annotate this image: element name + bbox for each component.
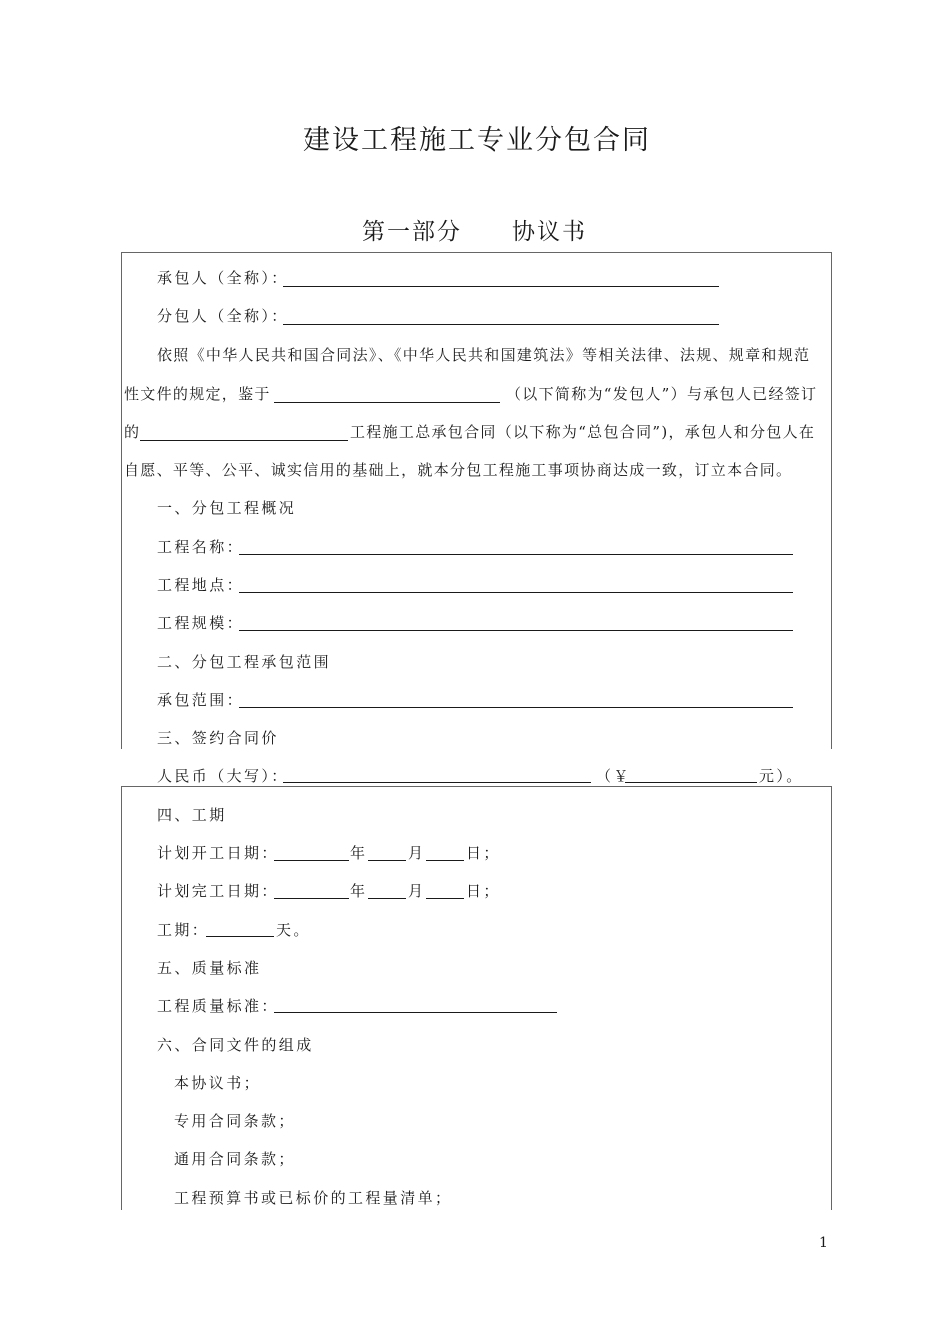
project-scale-label: 工程规模： (157, 614, 245, 632)
main-contract-name-field[interactable] (140, 440, 348, 441)
document-title: 建设工程施工专业分包合同 (303, 125, 651, 156)
start-year-field[interactable] (274, 860, 349, 861)
finish-year-field[interactable] (274, 898, 349, 899)
preamble-line-2b: （以下简称为“发包人”）与承包人已经签订 (506, 385, 818, 403)
start-month-unit: 月 (408, 844, 426, 862)
page-number: 1 (819, 1235, 828, 1251)
subcontractor-label: 分包人（全称）： (157, 307, 289, 325)
subcontractor-name-field[interactable] (283, 324, 719, 325)
preamble-line-3a: 的 (124, 423, 141, 441)
project-name-field[interactable] (239, 554, 793, 555)
price-in-words-field[interactable] (283, 782, 591, 783)
section-1-heading: 一、分包工程概况 (157, 499, 297, 517)
quality-standard-label: 工程质量标准： (157, 997, 279, 1015)
box-mid-border (121, 786, 832, 787)
section-3-heading: 三、签约合同价 (157, 729, 279, 747)
start-year-unit: 年 (350, 844, 368, 862)
finish-date-label: 计划完工日期： (157, 882, 279, 900)
start-day-field[interactable] (426, 860, 464, 861)
box-right-border-upper (831, 252, 832, 749)
rmb-label: 人民币（大写）： (157, 767, 289, 785)
yen-open: （￥ (596, 767, 631, 785)
finish-day-unit: 日； (466, 882, 501, 900)
contractor-label: 承包人（全称）： (157, 269, 289, 287)
duration-field[interactable] (206, 936, 274, 937)
finish-year-unit: 年 (350, 882, 368, 900)
section-4-heading: 四、工期 (157, 806, 227, 824)
start-day-unit: 日； (466, 844, 501, 862)
preamble-line-1: 依照《中华人民共和国合同法》、《中华人民共和国建筑法》等相关法律、法规、规章和规范 (157, 346, 811, 364)
price-in-figures-field[interactable] (625, 782, 757, 783)
preamble-line-4: 自愿、平等、公平、诚实信用的基础上，就本分包工程施工事项协商达成一致，订立本合同。 (124, 461, 793, 479)
finish-month-unit: 月 (408, 882, 426, 900)
box-left-border-lower (121, 786, 122, 1210)
preamble-line-3b: 工程施工总承包合同（以下称为“总包合同”)，承包人和分包人在 (350, 423, 816, 441)
duration-label: 工期： (157, 921, 210, 939)
project-location-field[interactable] (239, 592, 793, 593)
document-list-item: 通用合同条款； (174, 1150, 296, 1168)
document-list-item: 工程预算书或已标价的工程量清单； (174, 1189, 453, 1207)
preamble-line-2a: 性文件的规定，鉴于 (124, 385, 271, 403)
document-list-item: 本协议书； (174, 1074, 262, 1092)
yuan-close: 元）。 (759, 767, 804, 785)
start-month-field[interactable] (368, 860, 406, 861)
contractor-name-field[interactable] (283, 286, 719, 287)
section-5-heading: 五、质量标准 (157, 959, 262, 977)
finish-month-field[interactable] (368, 898, 406, 899)
project-name-label: 工程名称： (157, 538, 245, 556)
employer-name-field[interactable] (274, 402, 500, 403)
finish-day-field[interactable] (426, 898, 464, 899)
quality-standard-field[interactable] (274, 1012, 557, 1013)
section-2-heading: 二、分包工程承包范围 (157, 653, 332, 671)
project-location-label: 工程地点： (157, 576, 245, 594)
project-scale-field[interactable] (239, 630, 793, 631)
box-right-border-lower (831, 786, 832, 1210)
duration-unit: 天。 (276, 921, 311, 939)
box-left-border-upper (121, 252, 122, 749)
section-6-heading: 六、合同文件的组成 (157, 1036, 314, 1054)
box-top-border (121, 252, 832, 253)
start-date-label: 计划开工日期： (157, 844, 279, 862)
scope-label: 承包范围： (157, 691, 245, 709)
scope-field[interactable] (239, 707, 793, 708)
part-title: 第一部分 协议书 (362, 219, 587, 245)
document-list-item: 专用合同条款； (174, 1112, 296, 1130)
